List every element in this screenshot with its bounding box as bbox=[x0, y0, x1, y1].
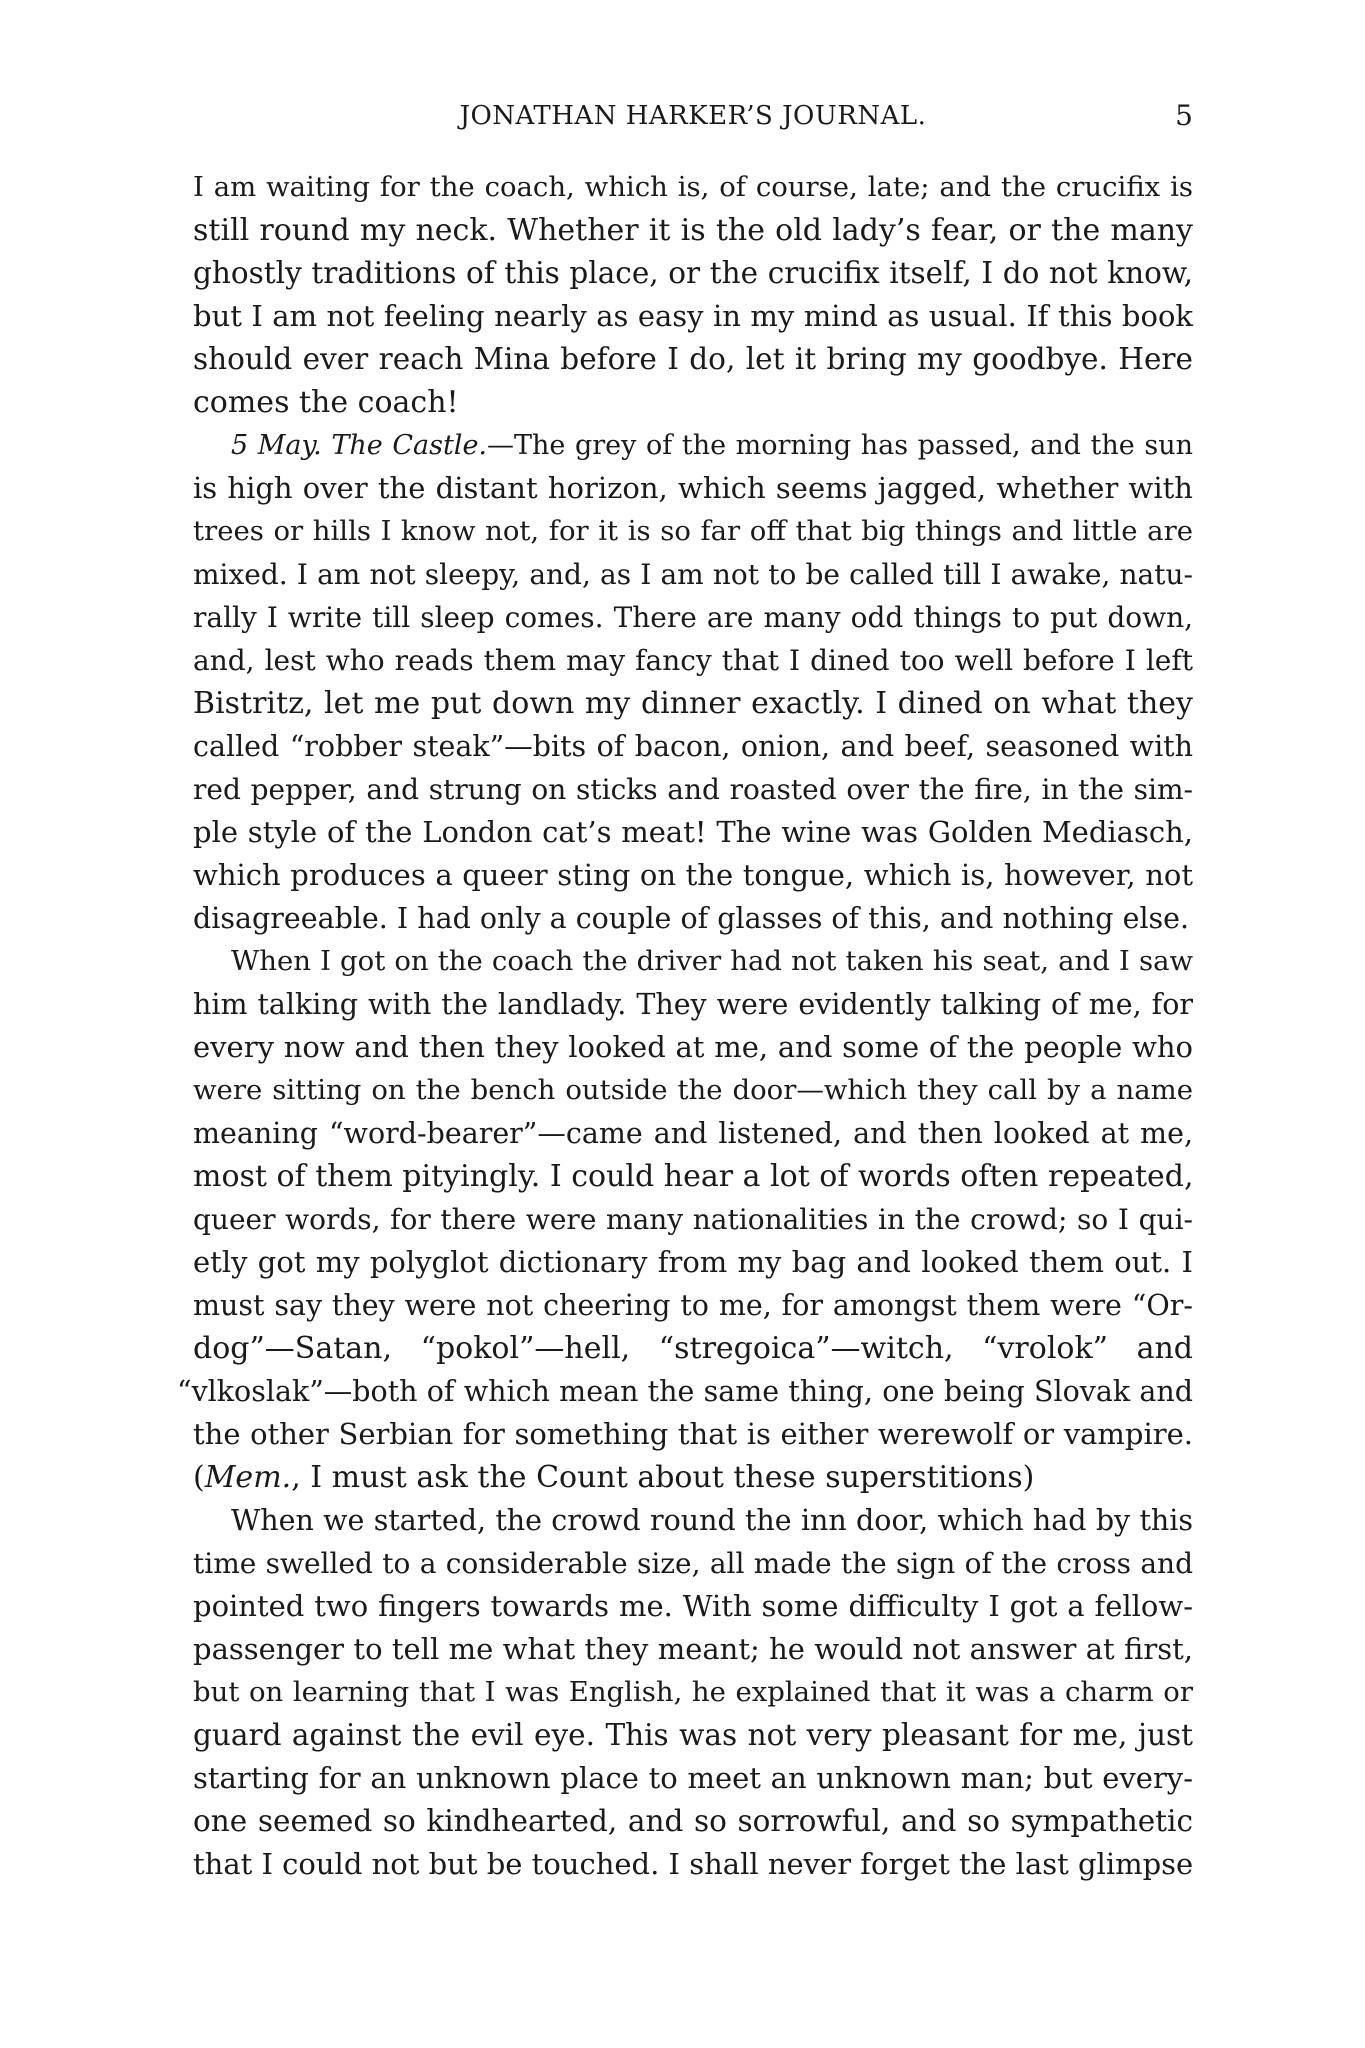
text-line: red pepper, and strung on sticks and roasted over the fire, in the sim- bbox=[193, 773, 1193, 806]
paragraph-1 bbox=[193, 166, 1193, 424]
text-line: dog”—Satan, “pokol”—hell, “stregoica”—witch, “vrolok” and bbox=[193, 1331, 1193, 1366]
text-line: When I got on the coach the driver had not taken his seat, and I saw bbox=[231, 945, 1193, 977]
entry-first-line-text: —The grey of the morning has passed, and the sun bbox=[487, 430, 1193, 461]
text-line: etly got my polyglot dictionary from my bag and looked them out. I bbox=[193, 1245, 1193, 1279]
running-head bbox=[193, 96, 1193, 136]
text-line: but I am not feeling nearly as easy in my mind as usual. If this book bbox=[193, 299, 1193, 333]
entry-place: The Castle. bbox=[331, 430, 488, 461]
paragraph-4 bbox=[193, 1499, 1193, 1886]
text-line: disagreeable. I had only a couple of glasses of this, and nothing else. bbox=[193, 902, 1190, 935]
text-line: one seemed so kindhearted, and so sorrowful, and so sympathetic bbox=[193, 1804, 1193, 1838]
text-line: time swelled to a considerable size, all made the sign of the cross and bbox=[193, 1547, 1193, 1580]
text-line: most of them pityingly. I could hear a lot of words often repeated, bbox=[193, 1159, 1194, 1194]
text-line: should ever reach Mina before I do, let it bring my goodbye. Here bbox=[193, 342, 1193, 376]
text-line: ple style of the London cat’s meat! The wine was Golden Mediasch, bbox=[193, 815, 1193, 849]
text-line: him talking with the landlady. They were evidently talking of me, for bbox=[193, 988, 1193, 1021]
text-line: rally I write till sleep comes. There are many odd things to put down, bbox=[193, 601, 1193, 634]
text-line: were sitting on the bench outside the door—which they call by a name bbox=[193, 1074, 1193, 1106]
text-line: that I could not but be touched. I shall never forget the last glimpse bbox=[193, 1847, 1194, 1881]
text-line: the other Serbian for something that is either werewolf or vampire. bbox=[193, 1417, 1193, 1451]
text-line: called “robber steak”—bits of bacon, onion, and beef, seasoned with bbox=[193, 730, 1193, 763]
text-line: queer words, for there were many nationalities in the crowd; so I qui- bbox=[193, 1203, 1193, 1236]
page-number: 5 bbox=[1175, 99, 1193, 132]
text-line: meaning “word-bearer”—came and listened, and then looked at me, bbox=[193, 1117, 1193, 1150]
closing-line bbox=[193, 1456, 1193, 1499]
entry-date: 5 May. bbox=[231, 430, 322, 461]
text-line: which produces a queer sting on the tongue, which is, however, not bbox=[193, 858, 1193, 892]
text-line: pointed two fingers towards me. With some difficulty I got a fellow- bbox=[193, 1589, 1193, 1623]
text-line: is high over the distant horizon, which seems jagged, whether with bbox=[193, 471, 1193, 505]
text-line: every now and then they looked at me, and some of the people who bbox=[193, 1030, 1193, 1064]
text-line: ghostly traditions of this place, or the crucifix itself, I do not know, bbox=[193, 256, 1193, 290]
text-line: When we started, the crowd round the inn door, which had by this bbox=[231, 1504, 1193, 1537]
text-line: but on learning that I was English, he explained that it was a charm or bbox=[193, 1676, 1193, 1708]
text-line: passenger to tell me what they meant; he would not answer at first, bbox=[193, 1632, 1193, 1666]
closing-open-paren: ( bbox=[193, 1460, 205, 1495]
entry-heading-line bbox=[193, 424, 1193, 467]
text-line: trees or hills I know not, for it is so far off that big things and little are bbox=[193, 515, 1193, 547]
text-line: and, lest who reads them may fancy that I dined too well before I left bbox=[193, 644, 1193, 677]
text-line: Bistritz, let me put down my dinner exactly. I dined on what they bbox=[193, 686, 1193, 721]
paragraph-3 bbox=[177, 940, 1194, 1499]
text-line: mixed. I am not sleepy, and, as I am not to be called till I awake, natu- bbox=[193, 558, 1193, 591]
text-line: still round my neck. Whether it is the old lady’s fear, or the many bbox=[193, 213, 1193, 248]
text-line: starting for an unknown place to meet an unknown man; but every- bbox=[193, 1761, 1193, 1795]
closing-text: , I must ask the Count about these superstitions) bbox=[291, 1460, 1035, 1495]
text-line: I am waiting for the coach, which is, of course, late; and the crucifix is bbox=[193, 171, 1193, 203]
closing-italic: Mem. bbox=[204, 1460, 292, 1495]
running-title: JONATHAN HARKER’S JOURNAL. bbox=[459, 101, 927, 131]
body-text bbox=[177, 166, 1194, 1886]
paragraph-2 bbox=[193, 424, 1193, 940]
text-line: “vlkoslak”—both of which mean the same thing, one being Slovak and bbox=[177, 1375, 1193, 1408]
text-line: guard against the evil eye. This was not very pleasant for me, just bbox=[193, 1718, 1193, 1752]
text-line: comes the coach! bbox=[193, 385, 459, 420]
text-line: must say they were not cheering to me, for amongst them were “Or- bbox=[193, 1289, 1193, 1322]
